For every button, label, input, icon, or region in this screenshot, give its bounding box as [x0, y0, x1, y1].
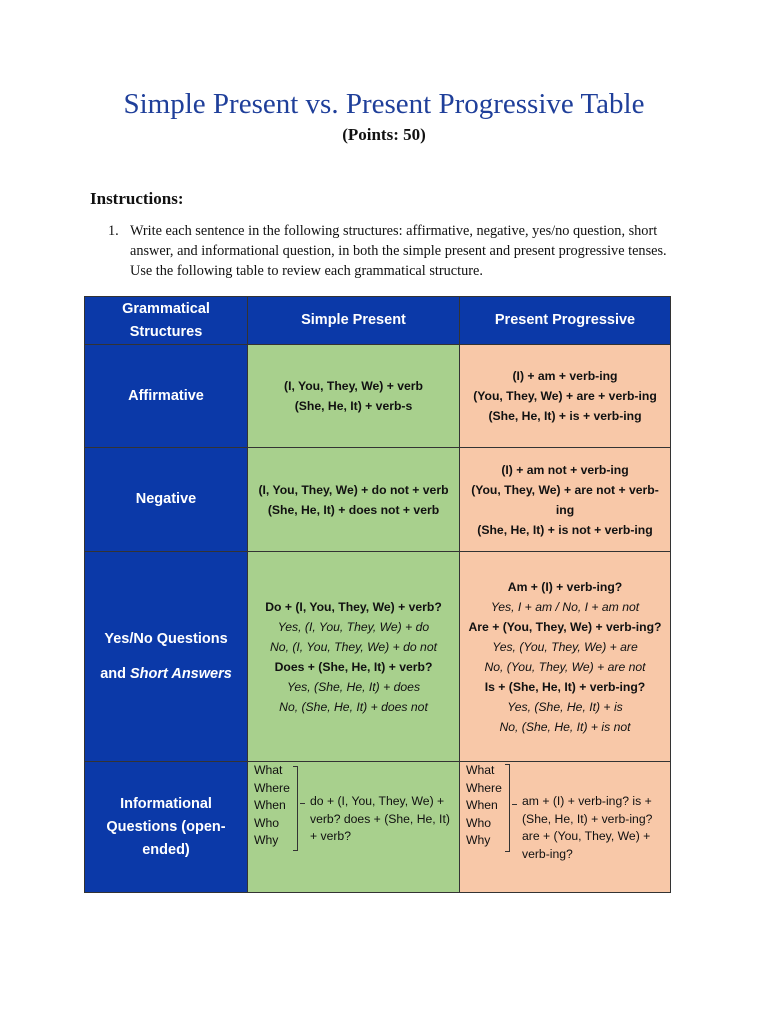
wh-word: Who — [254, 815, 280, 830]
bracket — [293, 766, 298, 851]
answer-line: No, (She, He, It) + does not — [279, 699, 428, 714]
answer-line: Yes, (She, He, It) + is — [507, 699, 623, 714]
answer-line: Yes, (I, You, They, We) + do — [277, 619, 430, 634]
header-present-progressive: Present Progressive — [460, 297, 670, 345]
yes-no-present-progressive — [460, 552, 670, 762]
answer-line: Yes, I + am / No, I + am not — [490, 599, 640, 614]
answer-line: No, (You, They, We) + are not — [484, 659, 646, 674]
header-grammatical-structures: Grammatical Structures — [85, 297, 248, 345]
answer-line: Yes, (She, He, It) + does — [286, 679, 421, 694]
bracket-dash — [300, 803, 305, 804]
rule-line: (She, He, It) + does not + verb — [267, 502, 440, 517]
wh-word: Where — [466, 780, 502, 795]
question-line: Do + (I, You, They, We) + verb? — [265, 599, 442, 614]
wh-word: When — [466, 798, 498, 812]
question-line: Does + (She, He, It) + verb? — [274, 659, 433, 674]
short-answers-label: and Short Answers — [100, 665, 232, 682]
page-title: Simple Present vs. Present Progressive Table — [123, 88, 645, 120]
wh-word: Where — [254, 780, 290, 795]
negative-simple-present — [248, 448, 460, 552]
bracket-dash — [512, 804, 517, 805]
answer-line: Yes, (You, They, We) + are — [492, 639, 638, 654]
bracket — [505, 764, 510, 852]
wh-word: Why — [466, 833, 491, 847]
question-line: Are + (You, They, We) + verb-ing? — [468, 619, 662, 634]
row-label-negative: Negative — [85, 448, 248, 552]
answer-line: No, (She, He, It) + is not — [499, 719, 631, 734]
affirmative-present-progressive — [460, 345, 670, 448]
instruction-number: 1. — [108, 223, 119, 239]
rule-line: (She, He, It) + is + verb-ing — [488, 409, 642, 423]
question-line: Am + (I) + verb-ing? — [507, 579, 623, 594]
wh-word: Why — [254, 833, 279, 847]
row-label-informational-questions: Informational Questions (open-ended) — [85, 762, 248, 892]
question-line: Is + (She, He, It) + verb-ing? — [484, 679, 646, 694]
row-label-affirmative: Affirmative — [85, 345, 248, 448]
rule-line: (She, He, It) + verb-s — [294, 399, 413, 413]
informational-sp-text: do + (I, You, They, We) + verb? does + (She, He, It) + verb? — [310, 794, 450, 843]
negative-present-progressive — [460, 448, 670, 552]
points-label: (Points: 50) — [342, 125, 426, 144]
rule-line: (I, You, They, We) + do not + verb — [258, 482, 449, 497]
rule-line: (You, They, We) + are + verb-ing — [473, 389, 657, 403]
wh-word-list — [466, 762, 502, 850]
answer-line: No, (I, You, They, We) + do not — [270, 639, 437, 654]
affirmative-simple-present — [248, 345, 460, 448]
grammar-table — [84, 296, 671, 893]
rule-line: (She, He, It) + is not + verb-ing — [477, 522, 653, 537]
rule-line: (I, You, They, We) + verb — [284, 379, 423, 393]
rule-line: (I) + am + verb-ing — [512, 369, 618, 383]
informational-present-progressive — [460, 762, 670, 892]
yes-no-label: Yes/No Questions — [104, 630, 228, 647]
informational-pp-text: am + (I) + verb-ing? is + (She, He, It) + verb-ing? are + (You, They, We) + verb-ing? — [522, 794, 653, 861]
yes-no-simple-present — [248, 552, 460, 762]
informational-simple-present — [248, 762, 460, 892]
row-label-yes-no-questions — [85, 552, 248, 762]
instructions-heading: Instructions: — [90, 189, 184, 208]
wh-word: Who — [466, 815, 492, 830]
rule-line: (I) + am not + verb-ing — [501, 462, 629, 477]
rule-line: (You, They, We) + are not + verb-ing — [471, 482, 659, 517]
wh-word: What — [466, 763, 495, 777]
header-simple-present: Simple Present — [248, 297, 460, 345]
instruction-text: Write each sentence in the following structures: affirmative, negative, yes/no question, short answer, and informational question, in both the simple present and present progressive tenses. Use the following table to review each grammatical structure. — [130, 223, 667, 279]
wh-word: When — [254, 798, 286, 812]
wh-word: What — [254, 763, 283, 777]
wh-word-list — [254, 762, 290, 850]
